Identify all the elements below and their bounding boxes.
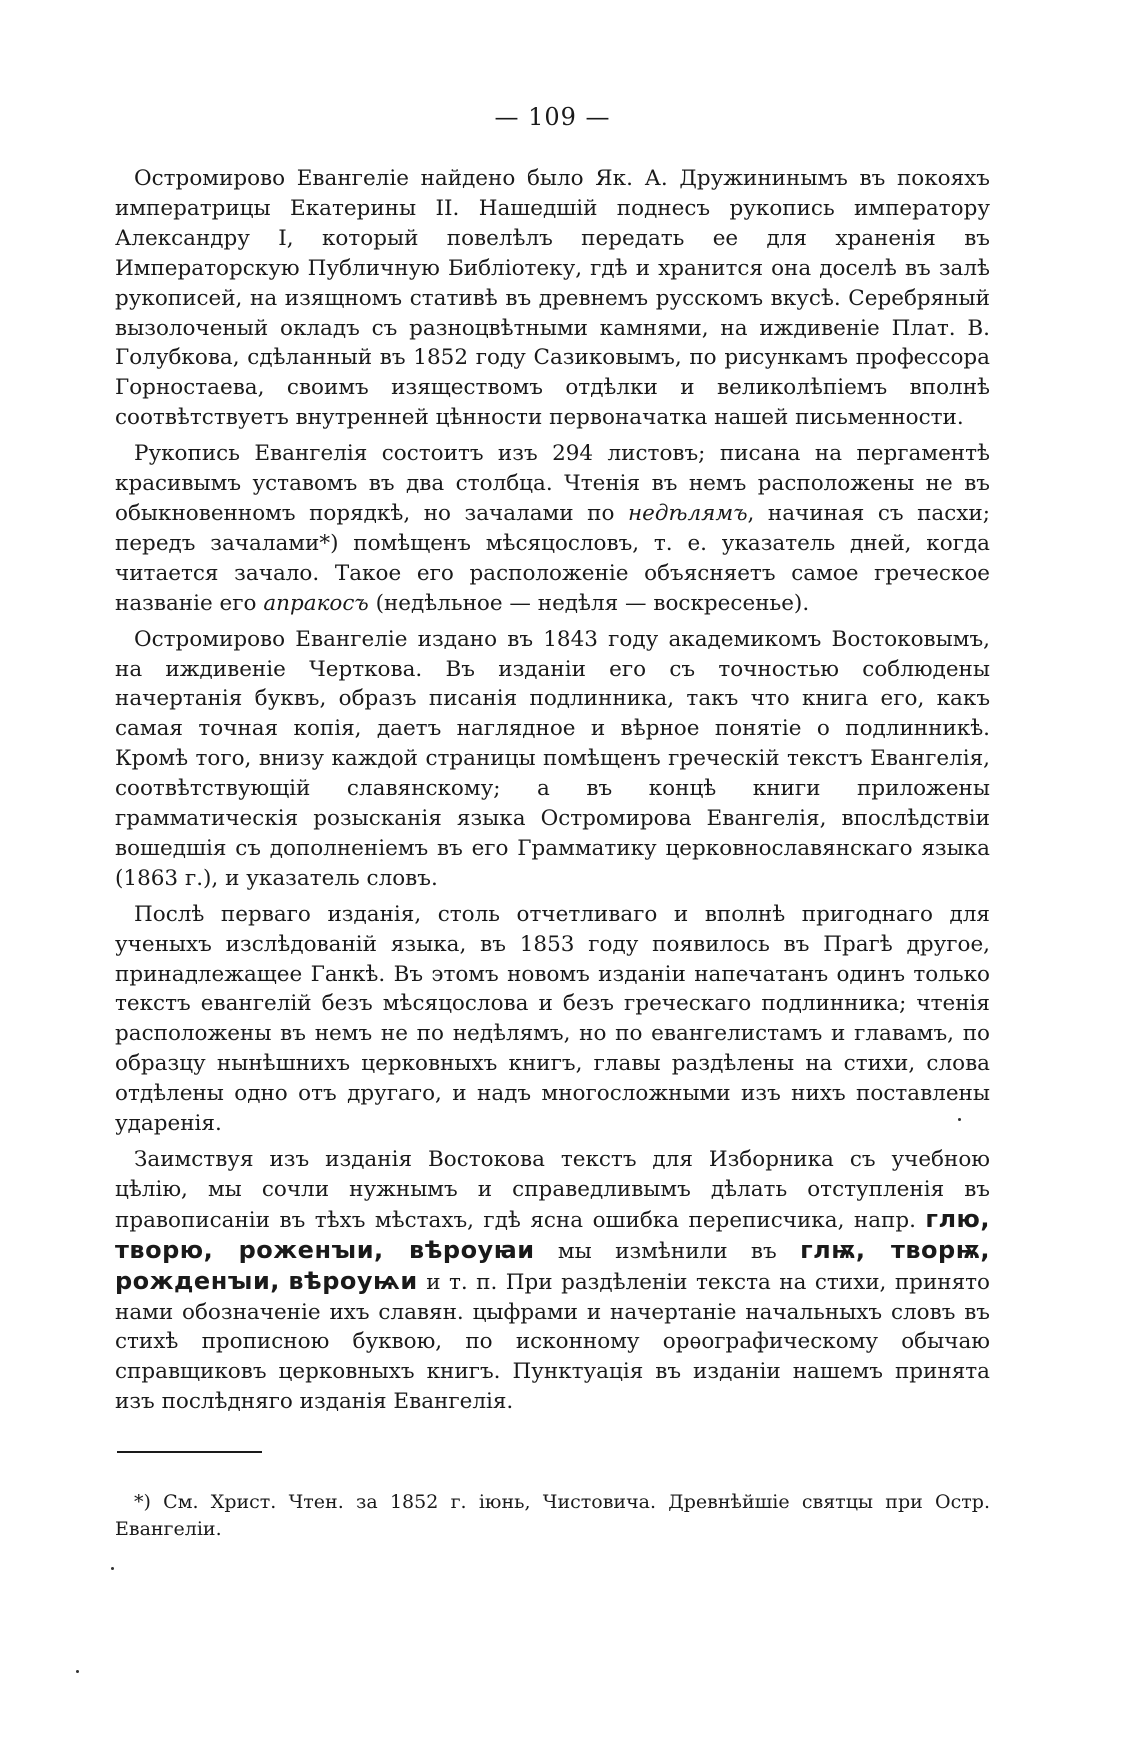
paragraph-5-text-b: мы измѣнили въ [534, 1238, 801, 1264]
paragraph-1: Остромирово Евангеліе найдено было Як. А. Дружининымъ въ покояхъ императрицы Екатерины II. Нашедшій поднесъ рукопись императору Александру I, который повелѣлъ передать ее для храненія въ Императорскую Публичную Библіотеку, гдѣ и хранится она доселѣ въ залѣ рукописей, на изящномъ стативѣ въ древнемъ русскомъ вкусѣ. Серебряный вызолоченый окладъ съ разноцвѣтными камнями, на иждивеніе Плат. В. Голубкова, сдѣланный въ 1852 году Сазиковымъ, по рисункамъ профессора Горностаева, своимъ изяществомъ отдѣлки и великолѣпіемъ вполнѣ соотвѣтствуетъ внутренней цѣнности первоначатка нашей письменности. [115, 166, 990, 431]
church-slavonic-example-4: вѣроуѩи [288, 1266, 418, 1295]
paragraph-2-text-c: (недѣльное — недѣля — воскресенье). [368, 590, 810, 616]
paragraph-3: Остромирово Евангеліе издано въ 1843 году академикомъ Востоковымъ, на иждивеніе Черткова. Въ изданіи его съ точностью соблюдены начертанія буквъ, образъ писанія подлинника, такъ что книга его, какъ самая точная копія, даетъ наглядное и вѣрное понятіе о подлинникѣ. Кромѣ того, внизу каждой страницы помѣщенъ греческій текстъ Евангелія, соотвѣтствующій славянскому; а въ концѣ книги приложены грамматическія розысканія языка Остромирова Евангелія, впослѣдствіи вошедшія съ дополненіемъ въ его Грамматику церковнославянскаго языка (1863 г.), и указатель словъ. [115, 626, 990, 891]
paragraph-5 [115, 1145, 990, 1417]
church-slavonic-example-2: творю, роженꙑи, вѣроуꙗи [115, 1235, 535, 1264]
church-slavonic-example-1: глю, [925, 1204, 990, 1233]
footnote-divider [117, 1451, 262, 1453]
paragraph-4: Послѣ перваго изданія, столь отчетливаго и вполнѣ пригоднаго для ученыхъ изслѣдованій языка, въ 1853 году появилось въ Прагѣ другое, принадлежащее Ганкѣ. Въ этомъ новомъ изданіи напечатанъ одинъ только текстъ евангелій безъ мѣсяцослова и безъ греческаго подлинника; чтенія расположены въ немъ не по недѣлямъ, но по евангелистамъ и главамъ, по образцу нынѣшнихъ церковныхъ книгъ, главы раздѣлены на стихи, слова отдѣлены одно отъ другаго, и надъ многосложными изъ нихъ поставлены ударенія. [115, 901, 990, 1137]
page-number: — 109 — [494, 103, 611, 131]
italic-word-nedelyam: недѣлямъ [627, 500, 748, 526]
paragraph-2 [115, 439, 990, 618]
paragraph-2-text-a: Рукопись Евангелія состоитъ изъ 294 листовъ; писана на пергаментѣ красивымъ уставомъ въ два столбца. Чтенія въ немъ расположены не въ обыкновенномъ порядкѣ, но зачалами по [115, 441, 990, 526]
print-speck [111, 1567, 114, 1570]
paragraph-2-text-b: , начиная съ пасхи; передъ зачалами*) помѣщенъ мѣсяцословъ, т. е. указатель дней, когда читается зачало. Такое его расположеніе объясняетъ самое греческое названіе его [115, 500, 990, 616]
paragraph-5-text-a: Заимствуя изъ изданія Востокова текстъ для Изборника съ учебною цѣлію, мы сочли нужнымъ и справедливымъ дѣлать отступленія въ правописаніи въ тѣхъ мѣстахъ, гдѣ ясна ошибка переписчика, напр. [115, 1147, 990, 1233]
print-speck [958, 1118, 961, 1121]
footnote: *) См. Христ. Чтен. за 1852 г. іюнь, Чистовича. Древнѣйшіе святцы при Остр. Евангеліи. [115, 1491, 990, 1541]
print-speck [76, 1670, 79, 1673]
italic-word-aprakos: апракосъ [263, 590, 369, 616]
paragraph-5-text-c: и т. п. При раздѣленіи текста на стихи, принято нами обозначеніе ихъ славян. цыфрами и начертаніе начальныхъ словъ въ стихѣ прописною буквою, по исконному орѳографическому обычаю справщиковъ церковныхъ книгъ. Пунктуація въ изданіи нашемъ принята изъ послѣдняго изданія Евангелія. [115, 1269, 990, 1415]
church-slavonic-example-3: глѭ, творѭ, рожденꙑи, [115, 1235, 990, 1295]
book-page [115, 100, 990, 1740]
